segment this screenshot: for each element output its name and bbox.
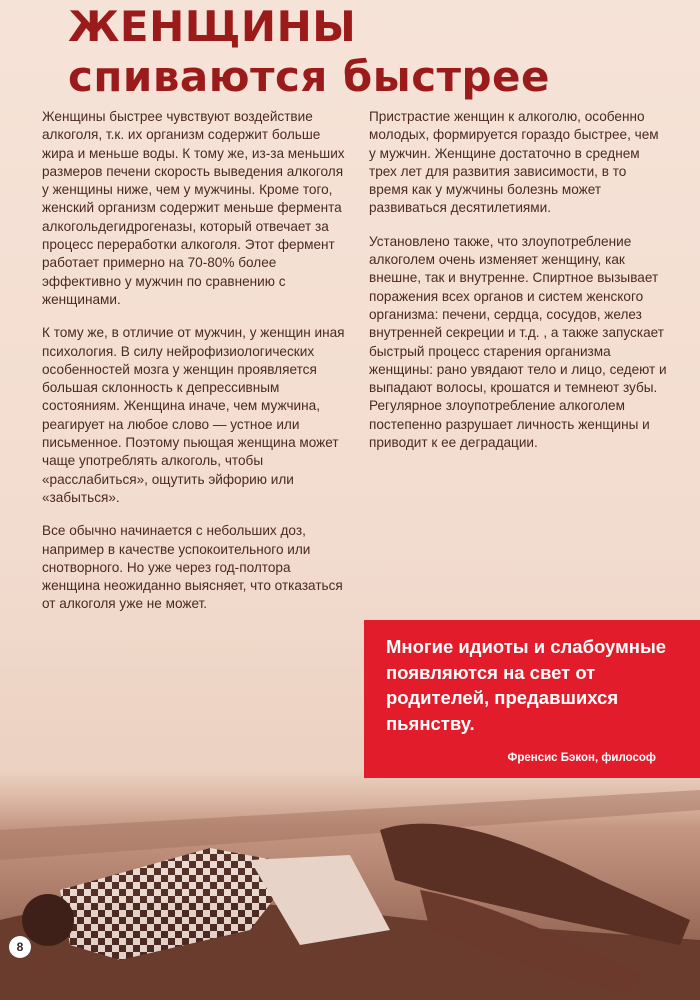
- quote-box: [364, 620, 700, 778]
- title-line-2: спиваются быстрее: [68, 52, 551, 101]
- title-line-1: ЖЕНЩИНЫ: [68, 2, 357, 51]
- right-paragraph-1: Пристрастие женщин к алкоголю, особенно молодых, формируется гораздо быстрее, чем у мужчин. Женщине достаточно в среднем трех лет для развития зависимости, в то время как у мужчины болезнь может развиваться десятилетиями.: [369, 109, 659, 216]
- right-paragraph-2: Установлено также, что злоупотребление алкоголем очень изменяет женщину, как внешне, так и внутренне. Спиртное вызывает поражения всех органов и систем женского организма: печени, сердца, сосудов, желез внутренней секреции и т.д. , а также запускает быстрый процесс старения организма женщины: рано увядают тело и лицо, седеют и выпадают волосы, крошатся и темнеют зубы. Регулярное злоупотребление алкоголем постепенно разрушает личность женщины и приводит к ее деградации.: [369, 233, 667, 451]
- page-title: [68, 2, 550, 102]
- quote-author: Френсис Бэкон, философ: [507, 752, 656, 764]
- right-column: [369, 108, 669, 467]
- left-paragraph-3: Все обычно начинается с небольших доз, например в качестве успокоительного или снотворного. Но уже через год-полтора женщина неожиданно выясняет, что отказаться от алкоголя уже не может.: [42, 523, 343, 612]
- sepia-photo: [0, 770, 700, 1000]
- page-number: 8: [9, 936, 31, 958]
- left-column: [42, 108, 352, 629]
- left-paragraph-1: Женщины быстрее чувствуют воздействие алкоголя, т.к. их организм содержит больше жира и меньше воды. К тому же, из-за меньших размеров печени скорость выведения алкоголя у женщины ниже, чем у мужчины. Кроме того, женский организм содержит меньше фермента алкогольдегидрогеназы, который отвечает за процесс переработки алкоголя. Этот фермент работает примерно на 70-80% более эффективно у мужчин по сравнению с женщинами.: [42, 109, 345, 307]
- quote-text: Многие идиоты и слабоумные появляются на свет от родителей, предавшихся пьянству.: [386, 636, 667, 734]
- left-paragraph-2: К тому же, в отличие от мужчин, у женщин иная психология. В силу нейрофизиологических особенностей мозга у женщин проявляется большая склонность к депрессивным состояниям. Женщина иначе, чем мужчина, реагирует на любое слово — устное или письменное. Поэтому пьющая женщина может чаще употреблять алкоголь, чтобы «расслабиться», ощутить эйфорию или «забыться».: [42, 325, 345, 505]
